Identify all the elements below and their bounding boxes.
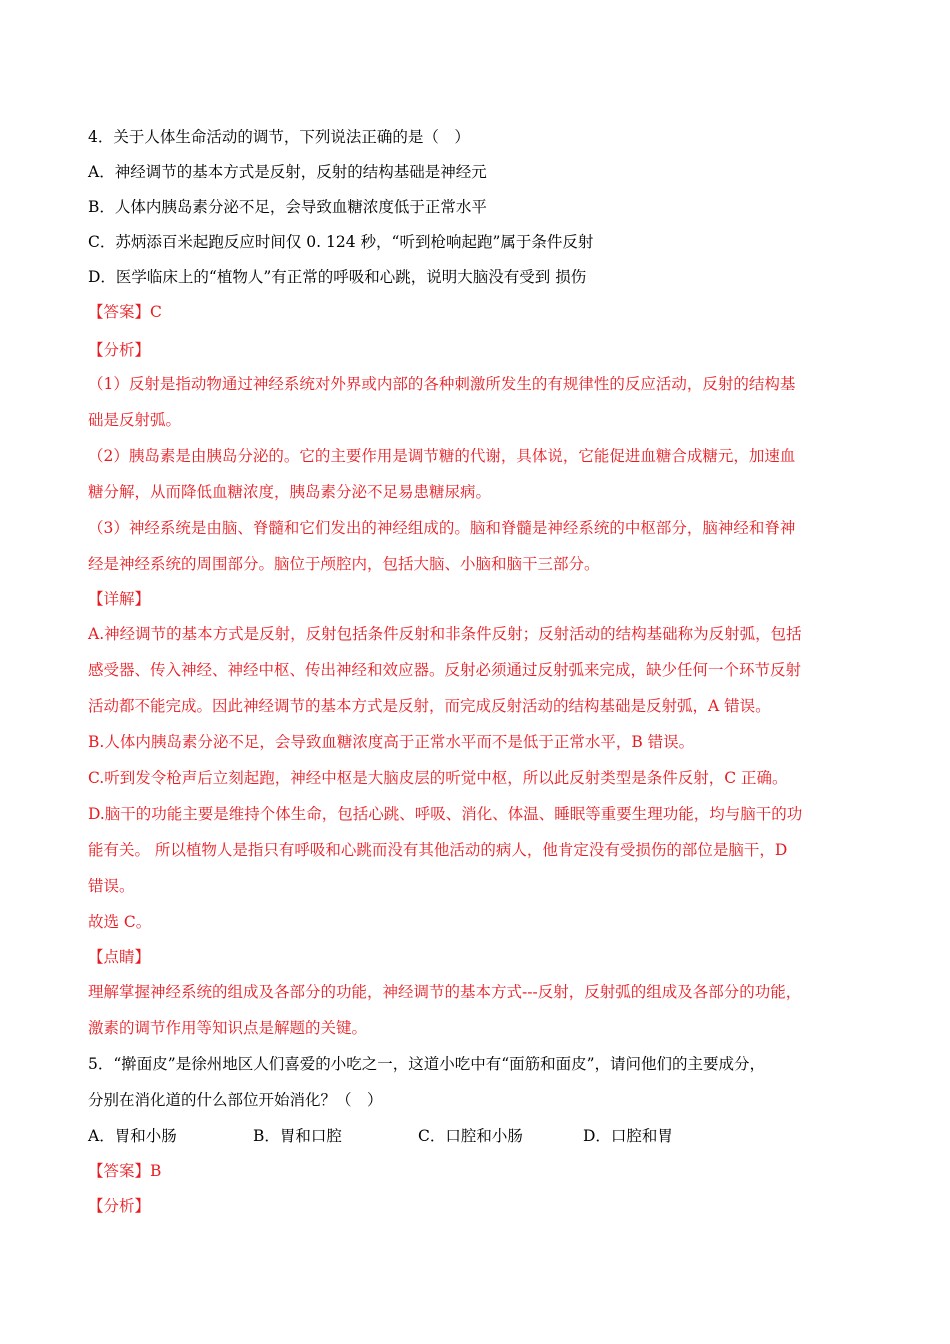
point-tag: 【点睛】 — [88, 948, 151, 966]
answer-value: C — [150, 303, 162, 321]
analysis-tag: 【分析】 — [88, 1197, 151, 1215]
detail-line: C.听到发令枪声后立刻起跑，神经中枢是大脑皮层的听觉中枢，所以此反射类型是条件反射，C 正确。 — [88, 769, 788, 787]
q5-stem-line: 分别在消化道的什么部位开始消化？（ ） — [88, 1091, 383, 1109]
answer-value: B — [150, 1162, 162, 1180]
detail-line: D.脑干的功能主要是维持个体生命，包括心跳、呼吸、消化、体温、睡眠等重要生理功能，均与脑干的功 — [88, 805, 803, 823]
answer-tag: 【答案】 — [88, 1162, 151, 1180]
q5-answer — [88, 1161, 868, 1181]
detail-line: B.人体内胰岛素分泌不足，会导致血糖浓度高于正常水平而不是低于正常水平，B 错误。 — [88, 733, 695, 751]
q4-option-a: A．神经调节的基本方式是反射，反射的结构基础是神经元 — [88, 163, 487, 181]
point-line: 理解掌握神经系统的组成及各部分的功能，神经调节的基本方式---反射，反射弧的组成及各部分的功能， — [88, 983, 802, 1001]
detail-line: 活动都不能完成。因此神经调节的基本方式是反射，而完成反射活动的结构基础是反射弧，A 错误。 — [88, 697, 771, 715]
detail-line: 错误。 — [88, 877, 135, 895]
analysis-line: （3）神经系统是由脑、脊髓和它们发出的神经组成的。脑和脊髓是神经系统的中枢部分，脑神经和脊神 — [88, 519, 796, 537]
q4-option-d: D．医学临床上的“植物人”有正常的呼吸和心跳，说明大脑没有受到 损伤 — [88, 268, 587, 286]
q5-option-c: C．口腔和小肠 — [418, 1127, 523, 1145]
q4-option-c: C．苏炳添百米起跑反应时间仅 0. 124 秒，“听到枪响起跑”属于条件反射 — [88, 233, 594, 251]
analysis-line: 础是反射弧。 — [88, 411, 182, 429]
analysis-line: （2）胰岛素是由胰岛分泌的。它的主要作用是调节糖的代谢，具体说，它能促进血糖合成糖元，加速血 — [88, 447, 796, 465]
analysis-line: （1）反射是指动物通过神经系统对外界或内部的各种刺激所发生的有规律性的反应活动，反射的结构基 — [88, 375, 796, 393]
analysis-line: 经是神经系统的周围部分。脑位于颅腔内，包括大脑、小脑和脑干三部分。 — [88, 555, 600, 573]
answer-tag: 【答案】 — [88, 303, 151, 321]
q4-option-b: B．人体内胰岛素分泌不足，会导致血糖浓度低于正常水平 — [88, 198, 487, 216]
point-line: 激素的调节作用等知识点是解题的关键。 — [88, 1019, 368, 1037]
q4-stem: 4．关于人体生命活动的调节，下列说法正确的是（ ） — [88, 128, 470, 146]
q5-option-b: B．胃和口腔 — [253, 1127, 342, 1145]
analysis-line: 糖分解，从而降低血糖浓度，胰岛素分泌不足易患糖尿病。 — [88, 483, 492, 501]
q5-option-a: A．胃和小肠 — [88, 1127, 177, 1145]
detail-line: 故选 C。 — [88, 913, 152, 931]
q5-stem-line: 5．“擀面皮”是徐州地区人们喜爱的小吃之一，这道小吃中有“面筋和面皮”，请问他们的主要成分， — [88, 1055, 766, 1073]
detail-tag: 【详解】 — [88, 590, 151, 608]
detail-line: A.神经调节的基本方式是反射，反射包括条件反射和非条件反射；反射活动的结构基础称为反射弧，包括 — [88, 625, 802, 643]
detail-line: 感受器、传入神经、神经中枢、传出神经和效应器。反射必须通过反射弧来完成，缺少任何一个环节反射 — [88, 661, 802, 679]
detail-line: 能有关。 所以植物人是指只有呼吸和心跳而没有其他活动的病人，他肯定没有受损伤的部位是脑干，D — [88, 841, 788, 859]
q5-option-d: D．口腔和胃 — [583, 1127, 673, 1145]
q4-answer — [88, 302, 868, 322]
analysis-tag: 【分析】 — [88, 341, 151, 359]
